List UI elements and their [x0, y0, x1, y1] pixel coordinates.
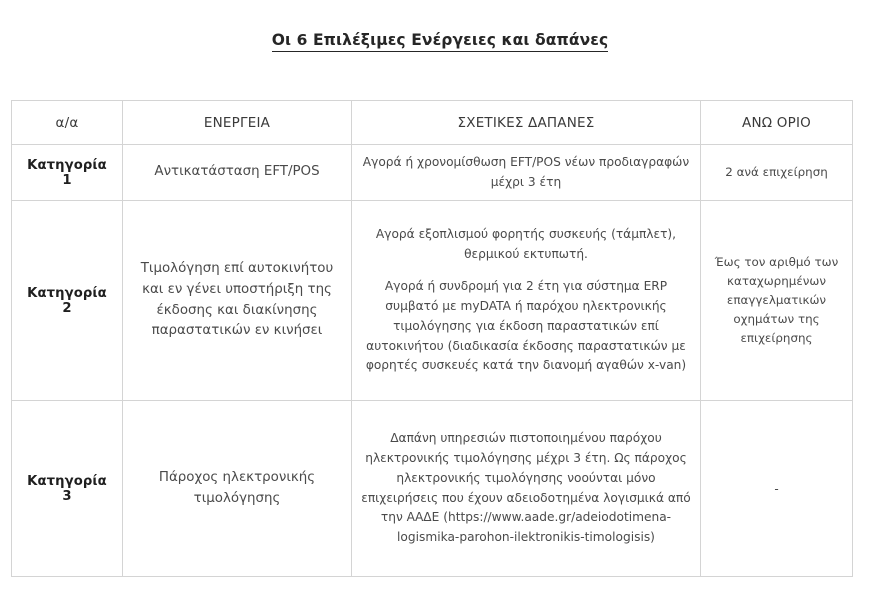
cell-index	[12, 145, 123, 201]
cell-action	[123, 201, 352, 401]
cell-expenses	[352, 201, 701, 401]
column-header-limit-label: ΑΝΩ ΟΡΙΟ	[742, 114, 811, 131]
column-header-expenses	[352, 101, 701, 145]
table-row	[12, 201, 853, 401]
category-label: Κατηγορία 3	[27, 473, 107, 504]
table-body	[12, 145, 853, 577]
page-title: Οι 6 Επιλέξιμες Ενέργειες και δαπάνες	[272, 31, 609, 52]
cell-index	[12, 401, 123, 577]
table-row	[12, 145, 853, 201]
expenses-text	[352, 146, 700, 200]
eligible-actions-table-container	[11, 100, 852, 577]
expenses-paragraph-1: Αγορά ή χρονομίσθωση EFT/POS νέων προδιαγραφών μέχρι 3 έτη	[362, 154, 690, 189]
expenses-paragraph-1: Δαπάνη υπηρεσιών πιστοποιημένου παρόχου ηλεκτρονικής τιμολόγησης μέχρι 3 έτη. Ως πάροχος ηλεκτρονικής τιμολόγησης νοούνται μόνο επιχειρήσεις που έχουν αδειοδοτημένα λογισμικά από την ΑΑΔΕ (https://www.aade.gr/adeiodotimena-logismika-parohon-ilektronikis-timologisis)	[361, 431, 691, 545]
page-title-container	[0, 30, 880, 52]
table-header	[12, 101, 853, 145]
expenses-paragraph-2: Αγορά ή συνδρομή για 2 έτη για σύστημα ERP συμβατό με myDATA ή παρόχου ηλεκτρονικής τιμολόγησης για έκδοση παραστατικών επί αυτοκινήτου (διαδικασία έκδοσης παραστατικών με φορητές συσκευές κατά την διανομή αγαθών x-van)	[365, 279, 687, 373]
expenses-text	[352, 218, 700, 383]
cell-limit	[701, 401, 853, 577]
expenses-text	[352, 422, 700, 555]
cell-action	[123, 401, 352, 577]
eligible-actions-table	[11, 100, 853, 577]
table-row	[12, 401, 853, 577]
action-text: Πάροχος ηλεκτρονικής τιμολόγησης	[158, 469, 316, 506]
column-header-index	[12, 101, 123, 145]
action-text: Τιμολόγηση επί αυτοκινήτου και εν γένει υποστήριξη της έκδοσης και διακίνησης παραστατικών εν κινήσει	[140, 260, 334, 339]
limit-text: 2 ανά επιχείρηση	[725, 164, 828, 179]
expenses-paragraph-1: Αγορά εξοπλισμού φορητής συσκευής (τάμπλετ), θερμικού εκτυπωτή.	[375, 226, 677, 261]
action-text: Αντικατάσταση EFT/POS	[154, 164, 320, 180]
category-label: Κατηγορία 2	[27, 285, 107, 316]
column-header-expenses-label: ΣΧΕΤΙΚΕΣ ΔΑΠΑΝΕΣ	[457, 114, 595, 131]
column-header-index-label: α/α	[55, 114, 79, 131]
cell-expenses	[352, 401, 701, 577]
limit-text: -	[774, 481, 779, 496]
cell-limit	[701, 201, 853, 401]
category-label: Κατηγορία 1	[27, 157, 107, 188]
limit-text: Έως τον αριθμό των καταχωρημένων επαγγελματικών οχημάτων της επιχείρησης	[714, 254, 839, 346]
cell-action	[123, 145, 352, 201]
column-header-action-label: ΕΝΕΡΓΕΙΑ	[203, 114, 271, 131]
cell-expenses	[352, 145, 701, 201]
column-header-action	[123, 101, 352, 145]
cell-limit	[701, 145, 853, 201]
cell-index	[12, 201, 123, 401]
table-header-row	[12, 101, 853, 145]
column-header-limit	[701, 101, 853, 145]
